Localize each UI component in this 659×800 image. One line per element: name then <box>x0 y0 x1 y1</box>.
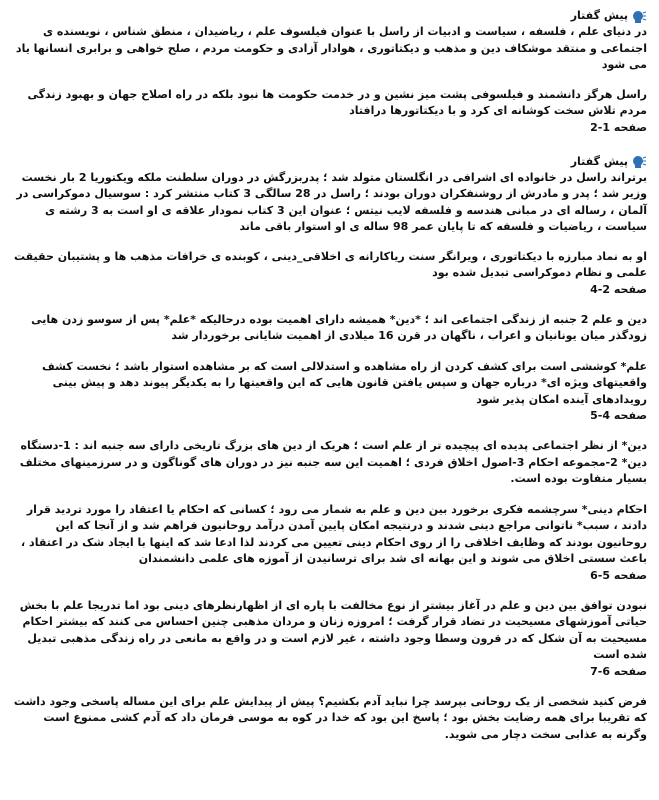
paragraph: برتراند راسل در خانواده ای اشرافی در انگلستان متولد شد ؛ پدربزرگش در دوران سلطنت ملکه ویکتوریا 2 بار نخست وزیر شد ؛ پدر و مادرش از روشنفکران دوران بودند ؛ راسل در 28 سالگی 3 کتاب منتشر کرد : سوسیال دموکراسی در آلمان ، رساله ای در مبانی هندسه و فلسفه لایب نیتس ؛ عنوان این 3 کتاب نمودار علاقه ی او است به 3 رشته ی سیاست ، ریاضیات و فلسفه که تا پایان عمر 98 ساله ی او استوار باقی ماند <box>16 170 647 233</box>
paragraph: راسل هرگز دانشمند و فیلسوفی پشت میز نشین و در خدمت حکومت ها نبود بلکه در راه اصلاح جهان و بهبود زندگی مردم تلاش سخت کوشانه ای کرد و با دیکتاتورها درافتاد <box>27 87 647 117</box>
page-reference: صفحه 6-7 <box>590 664 647 678</box>
page-reference: صفحه 5-6 <box>590 568 647 582</box>
section-heading <box>12 154 647 170</box>
section-block <box>12 154 647 298</box>
paragraph: فرض کنید شخصی از یک روحانی بپرسد چرا نباید آدم بکشیم؟ پیش از پیدایش علم برای این مساله پاسخی وجود داشت که تقریبا برای همه رضایت بخش بود ؛ پاسخ این بود که خدا در کوه به موسی فرمان داد که آدم کشی ممنوع است وگرنه به عذابی سخت دچار می شوید. <box>13 694 647 741</box>
paragraph: علم* کوششی است برای کشف کردن از راه مشاهده و استدلالی است که بر مشاهده استوار باشد ؛ نخست کشف واقعیتهای ویژه ای* درباره جهان و سپس یافتن قانون هایی که این واقعیتها را به یکدیگر پیوند دهد و پیش بینی رویدادهای آینده امکان پذیر شود <box>41 359 647 406</box>
paragraph: احکام دینی* سرچشمه فکری برخورد بین دین و علم به شمار می رود ؛ کسانی که احکام یا اعتقاد را مورد تردید قرار دادند ، سبب* ناتوانی مراجع دینی شدند و درنتیجه امکان پایین آمدن درآمد روحانیون فراهم شد و از آنجا که این روحانیون بودند که وظایف اخلاقی را از روی احکام دینی تعیین می کردند لذا ادعا شد که اینها با ایجاد شک در اعتقاد ، باعث سستی اخلاق می شوند و این بهانه ای شد برای ترسانیدن از آموزه های علمی دانشمندان <box>21 502 647 565</box>
page-reference: صفحه 4-5 <box>590 409 647 422</box>
heading-text: پیش گفتار <box>570 154 628 168</box>
speaking-head-icon <box>632 155 647 168</box>
page-reference: صفحه 1-2 <box>590 120 647 134</box>
paragraph: او به نماد مبارزه با دیکتاتوری ، ویرانگر سنت ریاکارانه ی اخلاقی_دینی ، کوبنده ی خرافات مذهب ها و پشتیبان حقیقت علمی و نظام دموکراسی تبدیل شده بود <box>13 249 647 279</box>
heading-text: پیش گفتار <box>570 9 628 22</box>
section-block <box>12 8 647 136</box>
section-heading <box>12 8 647 24</box>
section-block <box>12 598 647 680</box>
section-block <box>12 694 647 744</box>
section-block <box>12 312 647 345</box>
paragraph: دین* از نظر اجتماعی پدیده ای پیچیده تر از علم است ؛ هریک از دین های بزرگ تاریخی دارای سه جنبه اند : 1-دستگاه دین* 2-مجموعه احکام 3-اصول اخلاق فردی ؛ اهمیت این سه جنبه نیز در دوران های گوناگون و در سرزمینهای مختلف بسیار متفاوت بوده است. <box>19 439 647 485</box>
speaking-head-icon <box>632 10 647 23</box>
section-block <box>12 438 647 488</box>
section-block <box>12 359 647 425</box>
paragraph: نبودن توافق بین دین و علم در آغاز بیشتر از نوع مخالفت با پاره ای از اظهارنظرهای دینی بود اما تدریجا علم با بخش حیاتی آموزشهای مسیحیت در تضاد قرار گرفت ؛ امروزه زنان و مردان مذهبی چنین احساس می کنند که بیشتر احکام مسیحیت به آن شکل که در قرون وسطا وجود داشته ، غیر لازم است و در واقع به مانعی در راه زندگی مذهبی تبدیل شده است <box>19 598 647 661</box>
page-reference: صفحه 2-4 <box>590 282 647 296</box>
paragraph: دین و علم 2 جنبه از زندگی اجتماعی اند ؛ *دین* همیشه دارای اهمیت بوده درحالیکه *علم* پس از سوسو زدن هایی زودگذر میان یونانیان و اعراب ، ناگهان در قرن 16 میلادی از اهمیت شایانی برخوردار شد <box>31 312 647 342</box>
section-block <box>12 502 647 584</box>
paragraph: در دنیای علم ، فلسفه ، سیاست و ادبیات از راسل با عنوان فیلسوف علم ، ریاضیدان ، منطق شناس ، نویسنده ی اجتماعی و منتقد موشکاف دین و مذهب و دیکتاتوری ، هوادار آزادی و حکومت مردم ، صلح خواهی و برابری انسانها یاد می شود <box>15 25 647 71</box>
